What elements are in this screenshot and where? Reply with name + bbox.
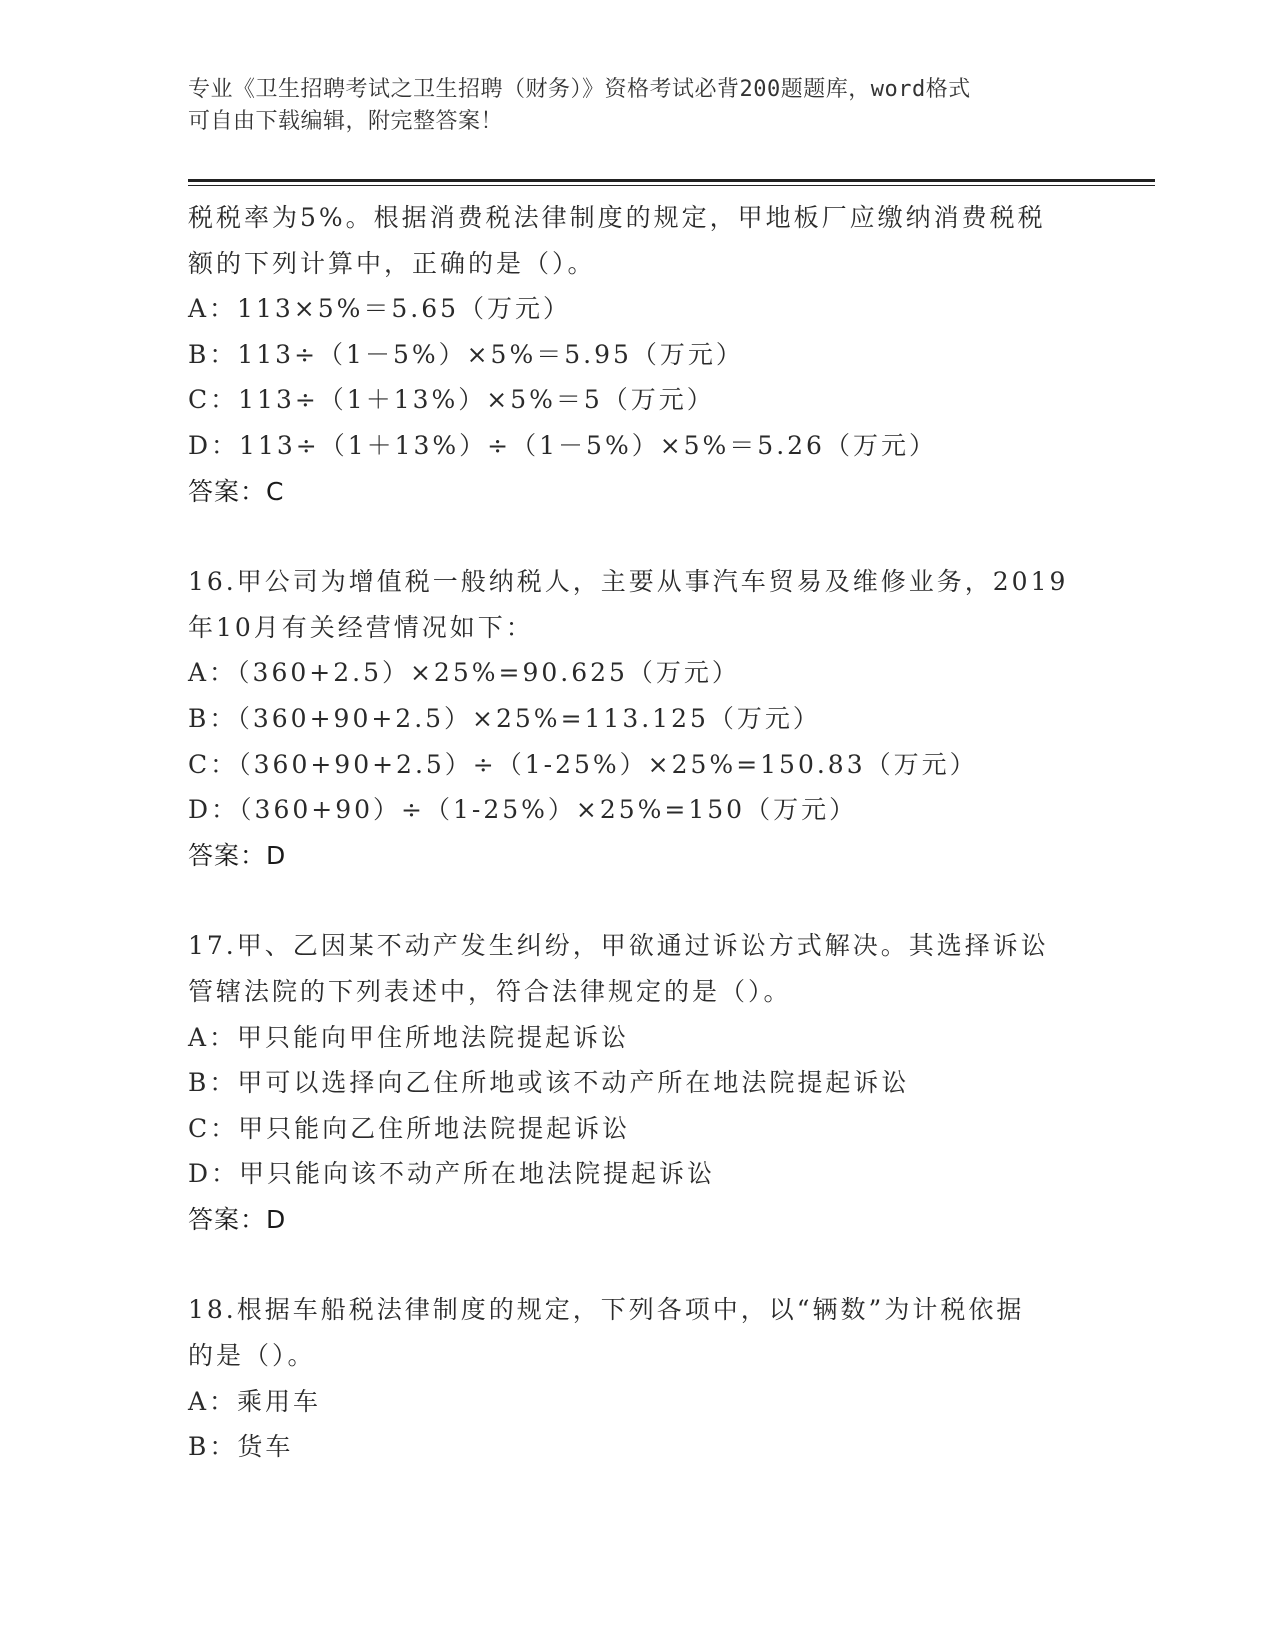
option-c: C：（360+90+2.5）÷（1-25%）×25%=150.83（万元） (188, 749, 978, 779)
question-18 (188, 1287, 1088, 1469)
question-content (188, 195, 1088, 1470)
option-b: B：113÷（1－5%）×5%＝5.95（万元） (188, 339, 744, 369)
option-a: A：甲只能向甲住所地法院提起诉讼 (188, 1022, 630, 1052)
option-a: A：113×5%＝5.65（万元） (188, 294, 572, 324)
question-15 (188, 195, 1088, 514)
option-d: D：113÷（1＋13%）÷（1－5%）×5%＝5.26（万元） (188, 430, 937, 460)
question-stem-line: 17.甲、乙因某不动产发生纠纷，甲欲通过诉讼方式解决。其选择诉讼 (188, 931, 1049, 961)
answer-label: 答案：D (188, 1204, 287, 1234)
question-16 (188, 559, 1088, 878)
option-c: C：甲只能向乙住所地法院提起诉讼 (188, 1113, 631, 1143)
option-d: D：甲只能向该不动产所在地法院提起诉讼 (188, 1159, 716, 1189)
question-spacer (188, 1242, 1088, 1287)
option-c: C：113÷（1＋13%）×5%＝5（万元） (188, 385, 715, 415)
question-spacer (188, 514, 1088, 559)
question-stem-line: 的是（）。 (188, 1341, 316, 1371)
header-divider-thick (188, 179, 1155, 182)
option-a: A：（360+2.5）×25%=90.625（万元） (188, 658, 740, 688)
answer-label: 答案：C (188, 476, 285, 506)
question-stem-line: 税税率为5%。根据消费税法律制度的规定，甲地板厂应缴纳消费税税 (188, 203, 1046, 232)
header-title-line-2: 可自由下载编辑，附完整答案！ (188, 109, 504, 134)
header-divider-thin (188, 185, 1155, 186)
document-header (188, 74, 1088, 138)
option-d: D：（360+90）÷（1-25%）×25%=150（万元） (188, 795, 858, 825)
question-stem-line: 18.根据车船税法律制度的规定，下列各项中，以“辆数”为计税依据 (188, 1295, 1025, 1325)
question-stem-line: 额的下列计算中，正确的是（）。 (188, 248, 596, 278)
question-stem-line: 管辖法院的下列表述中，符合法律规定的是（）。 (188, 976, 792, 1006)
answer-label: 答案：D (188, 840, 287, 870)
question-17 (188, 923, 1088, 1242)
option-b: B：甲可以选择向乙住所地或该不动产所在地法院提起诉讼 (188, 1068, 910, 1098)
question-stem-line: 16.甲公司为增值税一般纳税人，主要从事汽车贸易及维修业务，2019 (188, 567, 1069, 597)
question-spacer (188, 878, 1088, 923)
option-a: A：乘用车 (188, 1386, 322, 1416)
header-title-line-1: 专业《卫生招聘考试之卫生招聘（财务）》资格考试必背200题题库，word格式 (188, 77, 971, 102)
option-b: B：（360+90+2.5）×25%=113.125（万元） (188, 703, 821, 733)
option-b: B：货车 (188, 1432, 294, 1462)
question-stem-line: 年10月有关经营情况如下： (188, 612, 534, 642)
